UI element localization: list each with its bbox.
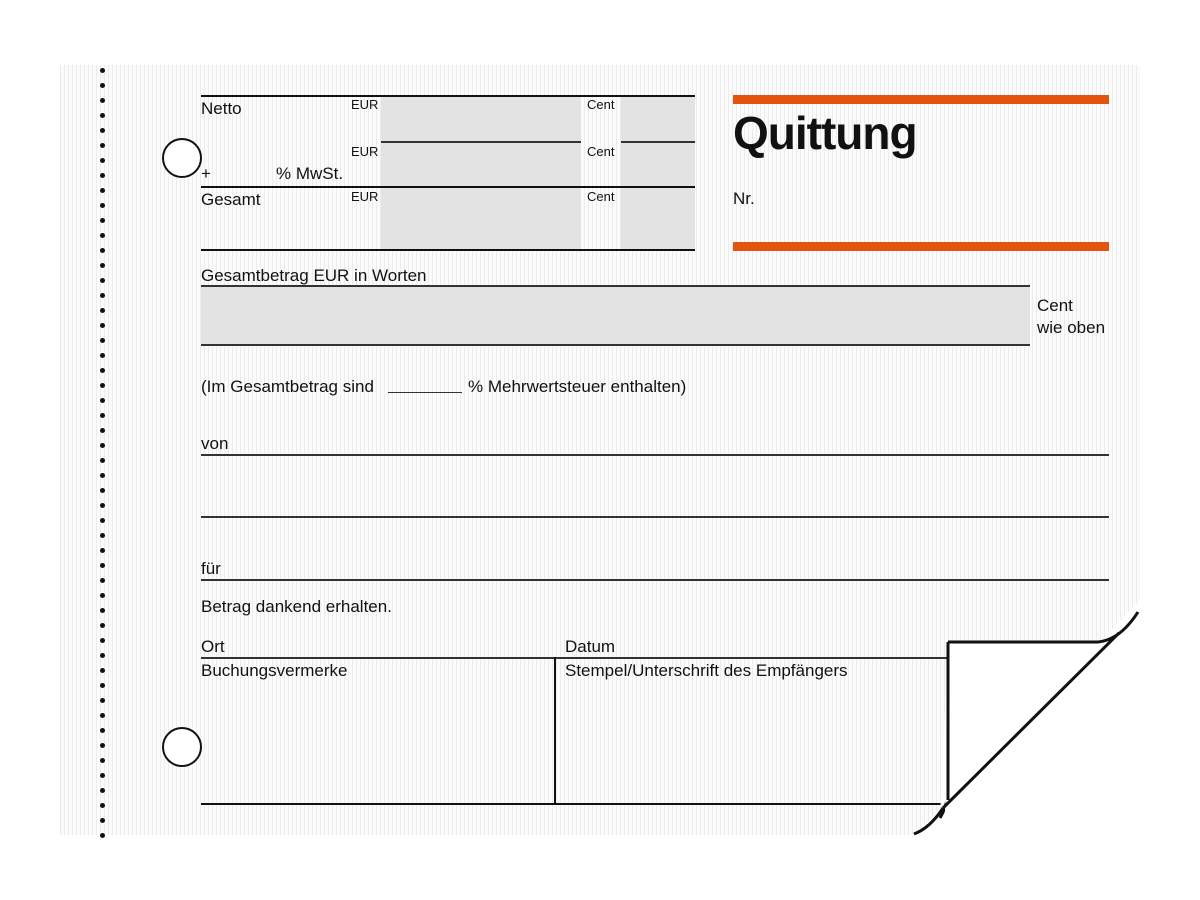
perforation-dot bbox=[100, 143, 105, 148]
perforation-dot bbox=[100, 488, 105, 493]
mwst-eur-rule bbox=[381, 141, 581, 143]
perforation-dot bbox=[100, 713, 105, 718]
booking-signature-divider bbox=[554, 657, 556, 805]
vat-note-suffix: % Mehrwertsteuer enthalten) bbox=[468, 377, 687, 396]
place-label: Ort bbox=[201, 637, 225, 656]
perforation-dot bbox=[100, 653, 105, 658]
perforation-dot bbox=[100, 458, 105, 463]
perforation-dot bbox=[100, 638, 105, 643]
perforation-dot bbox=[100, 413, 105, 418]
title-bar-top bbox=[733, 95, 1109, 104]
vat-note-prefix: (Im Gesamtbetrag sind bbox=[201, 377, 374, 396]
from-field-line-2[interactable] bbox=[201, 516, 1109, 518]
bottom-rule bbox=[201, 803, 946, 805]
received-text: Betrag dankend erhalten. bbox=[201, 597, 392, 616]
mwst-eur-label: EUR bbox=[351, 144, 379, 159]
perforation-dot bbox=[100, 728, 105, 733]
vat-percent-field[interactable] bbox=[388, 392, 462, 393]
perforation-dot bbox=[100, 758, 105, 763]
perforation-dot bbox=[100, 818, 105, 823]
amount-bottom-rule bbox=[201, 249, 695, 251]
perforation-dot bbox=[100, 218, 105, 223]
amount-top-rule bbox=[201, 95, 695, 97]
perforation-dot bbox=[100, 833, 105, 838]
perforation-dot bbox=[100, 743, 105, 748]
perforation-dot bbox=[100, 428, 105, 433]
perforation-dot bbox=[100, 503, 105, 508]
perforation-edge bbox=[100, 68, 108, 838]
perforation-dot bbox=[100, 83, 105, 88]
perforation-dot bbox=[100, 683, 105, 688]
mwst-label: % MwSt. bbox=[276, 164, 344, 183]
netto-cent-label: Cent bbox=[587, 97, 615, 112]
gesamt-eur-label: EUR bbox=[351, 189, 379, 204]
perforation-dot bbox=[100, 398, 105, 403]
signature-label: Stempel/Unterschrift des Empfängers bbox=[565, 661, 848, 680]
perforation-dot bbox=[100, 803, 105, 808]
words-bottom-rule bbox=[201, 344, 1030, 346]
mwst-cent-label: Cent bbox=[587, 144, 615, 159]
perforation-dot bbox=[100, 278, 105, 283]
for-label: für bbox=[201, 559, 221, 578]
perforation-dot bbox=[100, 68, 105, 73]
perforation-dot bbox=[100, 608, 105, 613]
perforation-dot bbox=[100, 368, 105, 373]
perforation-dot bbox=[100, 668, 105, 673]
perforation-dot bbox=[100, 773, 105, 778]
perforation-dot bbox=[100, 113, 105, 118]
perforation-dot bbox=[100, 233, 105, 238]
date-label: Datum bbox=[565, 637, 616, 656]
punch-hole-bottom bbox=[162, 727, 202, 767]
perforation-dot bbox=[100, 338, 105, 343]
words-label: Gesamtbetrag EUR in Worten bbox=[201, 266, 427, 285]
gesamt-rule bbox=[201, 186, 695, 188]
perforation-dot bbox=[100, 188, 105, 193]
perforation-dot bbox=[100, 788, 105, 793]
title-bar-bottom bbox=[733, 242, 1109, 251]
gesamt-cent-label: Cent bbox=[587, 189, 615, 204]
perforation-dot bbox=[100, 548, 105, 553]
perforation-dot bbox=[100, 248, 105, 253]
from-label: von bbox=[201, 434, 229, 453]
perforation-dot bbox=[100, 353, 105, 358]
netto-cent-field[interactable] bbox=[621, 97, 695, 250]
perforation-dot bbox=[100, 593, 105, 598]
perforation-dot bbox=[100, 203, 105, 208]
netto-eur-label: EUR bbox=[351, 97, 379, 112]
netto-label: Netto bbox=[201, 99, 242, 118]
perforation-dot bbox=[100, 263, 105, 268]
perforation-dot bbox=[100, 518, 105, 523]
words-cent-same-label: wie oben bbox=[1037, 318, 1106, 337]
perforation-dot bbox=[100, 173, 105, 178]
netto-eur-field[interactable] bbox=[381, 97, 581, 250]
plus-sign: + bbox=[201, 164, 211, 183]
perforation-dot bbox=[100, 383, 105, 388]
perforation-dot bbox=[100, 308, 105, 313]
perforation-dot bbox=[100, 443, 105, 448]
words-top-rule bbox=[201, 285, 1030, 287]
punch-hole-top bbox=[162, 138, 202, 178]
words-field[interactable] bbox=[201, 286, 1030, 344]
perforation-dot bbox=[100, 293, 105, 298]
for-field[interactable] bbox=[201, 579, 1109, 581]
perforation-dot bbox=[100, 578, 105, 583]
perforation-dot bbox=[100, 698, 105, 703]
perforation-dot bbox=[100, 623, 105, 628]
mwst-cent-rule bbox=[621, 141, 695, 143]
from-field[interactable] bbox=[201, 454, 1109, 456]
number-label: Nr. bbox=[733, 189, 755, 208]
perforation-dot bbox=[100, 563, 105, 568]
gesamt-label: Gesamt bbox=[201, 190, 261, 209]
perforation-dot bbox=[100, 473, 105, 478]
page-title: Quittung bbox=[733, 107, 917, 159]
perforation-dot bbox=[100, 128, 105, 133]
booking-label: Buchungsvermerke bbox=[201, 661, 348, 680]
perforation-dot bbox=[100, 98, 105, 103]
perforation-dot bbox=[100, 323, 105, 328]
place-date-rule[interactable] bbox=[201, 657, 949, 659]
words-cent-label: Cent bbox=[1037, 296, 1073, 315]
perforation-dot bbox=[100, 158, 105, 163]
perforation-dot bbox=[100, 533, 105, 538]
